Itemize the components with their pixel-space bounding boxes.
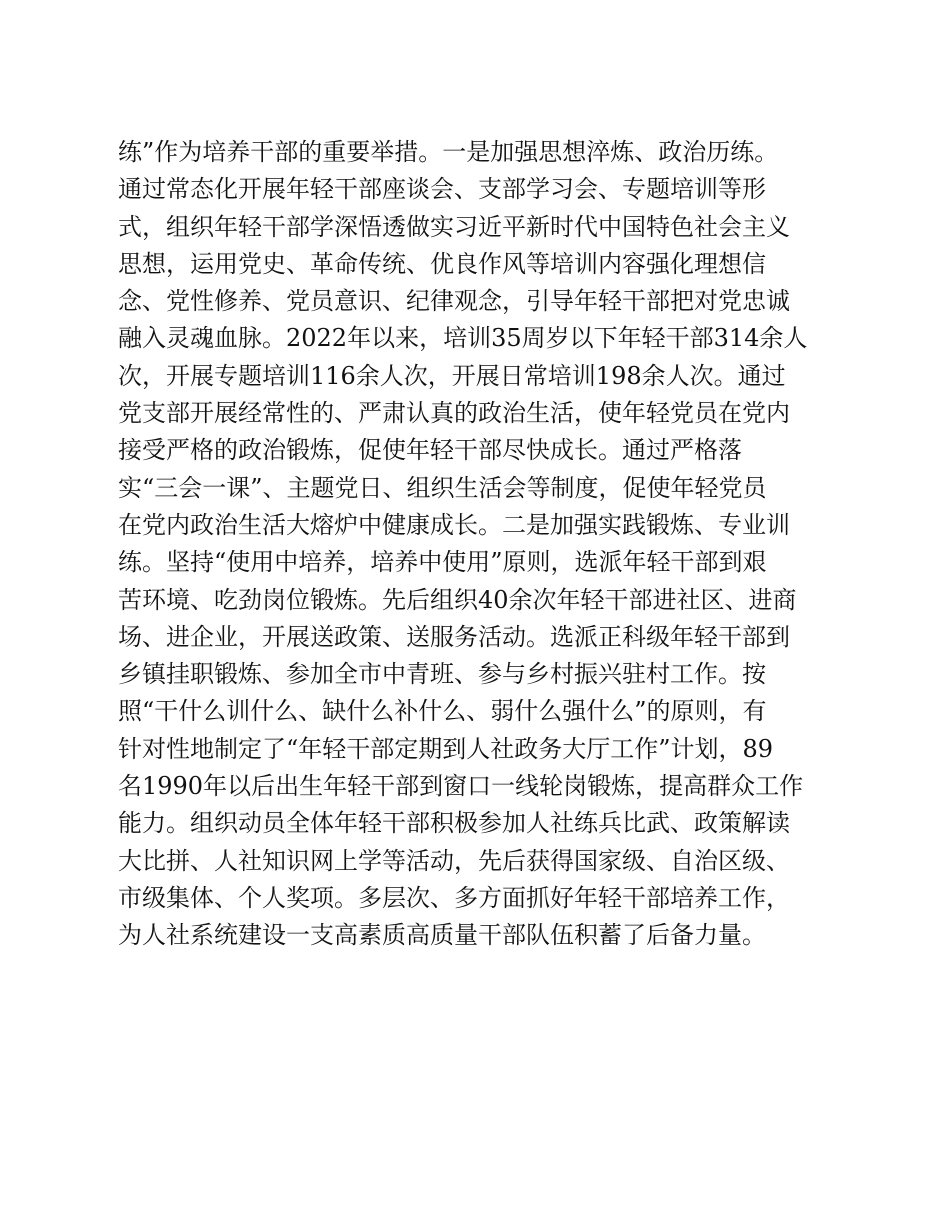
text-line-10: 实“三会一课”、主题党日、组织生活会等制度，促使年轻党员 <box>118 473 767 502</box>
text-line-15: 乡镇挂职锻炼、参加全市中青班、参与乡村振兴驻村工作。按 <box>118 660 766 689</box>
text-line-19: 能力。组织动员全体年轻干部积极参加人社练兵比武、政策解读 <box>118 809 790 838</box>
text-line-22: 为人社系统建设一支高素质高质量干部队伍积蓄了后备力量。 <box>118 921 766 950</box>
text-line-17: 针对性地制定了“年轻干部定期到人社政务大厅工作”计划，89 <box>118 734 774 763</box>
body-paragraph <box>118 134 838 955</box>
text-line-1: 练”作为培养干部的重要举措。一是加强思想淬炼、政治历练。 <box>118 138 779 166</box>
text-line-3: 式，组织年轻干部学深悟透做实习近平新时代中国特色社会主义 <box>118 212 790 241</box>
text-line-7: 次，开展专题培训116余人次，开展日常培训198余人次。通过 <box>118 361 786 390</box>
text-line-18: 名1990年以后出生年轻干部到窗口一线轮岗锻炼，提高群众工作 <box>118 772 804 801</box>
text-line-8: 党支部开展经常性的、严肃认真的政治生活，使年轻党员在党内 <box>118 399 790 428</box>
text-line-5: 念、党性修养、党员意识、纪律观念，引导年轻干部把对党忠诚 <box>118 287 790 316</box>
text-line-2: 通过常态化开展年轻干部座谈会、支部学习会、专题培训等形 <box>118 175 766 204</box>
text-line-21: 市级集体、个人奖项。多层次、多方面抓好年轻干部培养工作， <box>118 883 790 912</box>
text-line-9: 接受严格的政治锻炼，促使年轻干部尽快成长。通过严格落 <box>118 436 742 465</box>
text-line-13: 苦环境、吃劲岗位锻炼。先后组织40余次年轻干部进社区、进商 <box>118 585 797 614</box>
text-line-14: 场、进企业，开展送政策、送服务活动。选派正科级年轻干部到 <box>118 622 790 651</box>
text-line-4: 思想，运用党史、革命传统、优良作风等培训内容强化理想信 <box>118 249 766 278</box>
text-line-11: 在党内政治生活大熔炉中健康成长。二是加强实践锻炼、专业训 <box>118 510 790 539</box>
text-line-16: 照“干什么训什么、缺什么补什么、弱什么强什么”的原则，有 <box>118 697 767 726</box>
text-line-6: 融入灵魂血脉。2022年以来，培训35周岁以下年轻干部314余人 <box>118 324 808 353</box>
text-line-12: 练。坚持“使用中培养，培养中使用”原则，选派年轻干部到艰 <box>118 548 767 577</box>
text-line-20: 大比拼、人社知识网上学等活动，先后获得国家级、自治区级、 <box>118 846 790 875</box>
